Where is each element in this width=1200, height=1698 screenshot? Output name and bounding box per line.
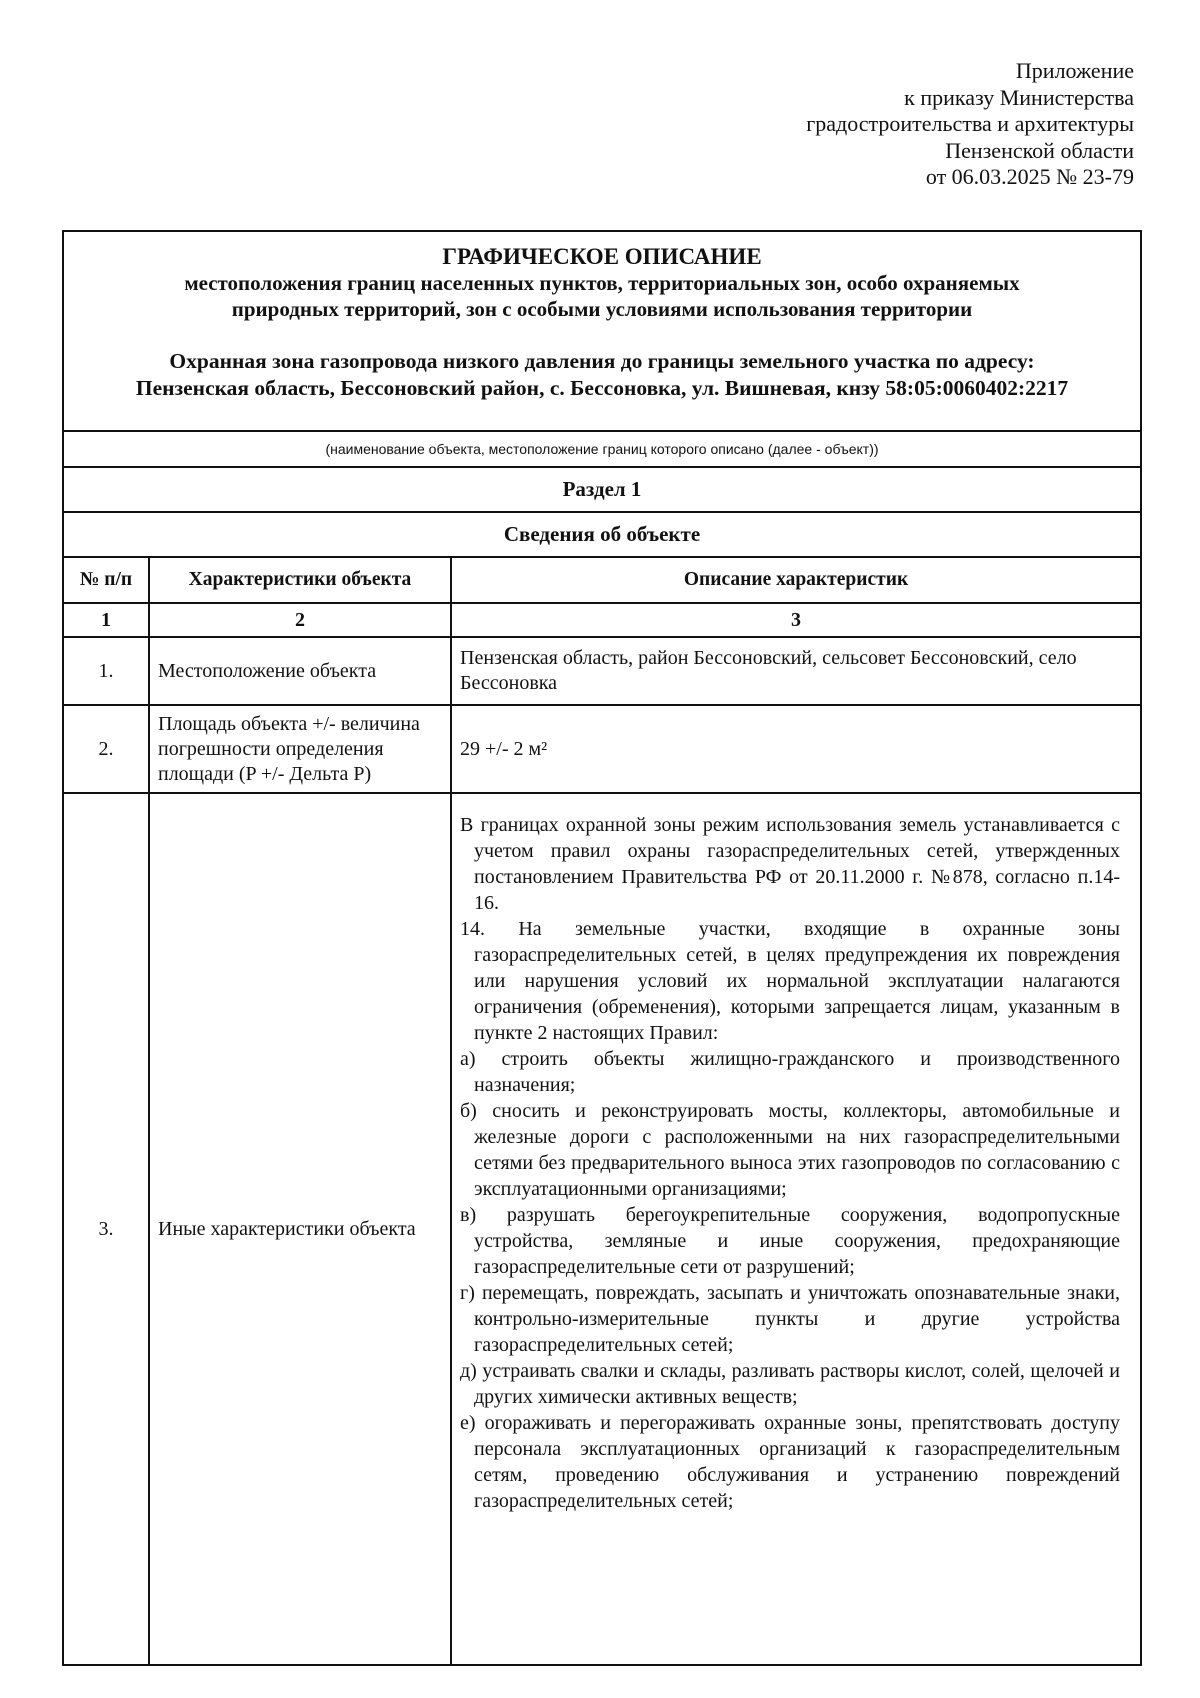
object-line: Охранная зона газопровода низкого давления до границы земельного участка по адресу: — [169, 349, 1035, 373]
document-subtitle — [64, 270, 1140, 322]
appendix-line: от 06.03.2025 № 23-79 — [925, 164, 1134, 189]
description-paragraph: б) сносить и реконструировать мосты, коллекторы, автомобильные и железные дороги с расположенными на них газораспределительными сетями без предварительного выноса этих газопроводов по согласованию с эксплуатационными организациями; — [460, 1100, 1120, 1200]
appendix-block — [634, 58, 1134, 191]
description-paragraph: е) огораживать и перегораживать охранные зоны, препятствовать доступу персонала эксплуатационных организаций к газораспределительным сетям, проведению обслуживания и устранению повреждений газораспределительных сетей; — [460, 1412, 1120, 1512]
column-number: 2 — [149, 603, 451, 637]
description-paragraph: а) строить объекты жилищно-гражданского и производственного назначения; — [460, 1048, 1120, 1096]
row-characteristic: Площадь объекта +/- величина погрешности определения площади (P +/- Дельта P) — [149, 705, 451, 793]
appendix-line: к приказу Министерства — [904, 84, 1134, 110]
object-line: Пензенская область, Бессоновский район, с. Бессоновка, ул. Вишневая, кнзу 58:05:0060402:2217 — [135, 376, 1069, 400]
description-paragraph: 14. На земельные участки, входящие в охранные зоны газораспределительных сетей, в целях предупреждения их повреждения или нарушения условий их нормальной эксплуатации налагаются ограничения (обременения), которыми запрещается лицам, указанным в пункте 2 настоящих Правил: — [460, 918, 1120, 1044]
description-paragraph: в) разрушать берегоукрепительные сооружения, водопропускные устройства, земляные и иные сооружения, предохраняющие газораспределительные сети от разрушений; — [460, 1204, 1120, 1278]
header-characteristic: Характеристики объекта — [149, 557, 451, 603]
table-row — [63, 637, 1141, 705]
row-description — [451, 793, 1141, 1665]
header-description: Описание характеристик — [451, 557, 1141, 603]
row-characteristic: Иные характеристики объекта — [149, 793, 451, 1665]
description-paragraph: г) перемещать, повреждать, засыпать и уничтожать опознавательные знаки, контрольно-измерительные пункты и другие устройства газораспределительных сетей; — [460, 1282, 1120, 1356]
row-description: 29 +/- 2 м² — [451, 705, 1141, 793]
table-row — [63, 793, 1141, 1665]
description-paragraph: В границах охранной зоны режим использования земель устанавливается с учетом правил охраны газораспределительных сетей, утвержденных постановлением Правительства РФ от 20.11.2000 г. №878, согласно п.14-16. — [460, 814, 1120, 914]
table-row — [63, 705, 1141, 793]
appendix-line: Приложение — [1015, 58, 1134, 83]
header-number: № п/п — [63, 557, 149, 603]
row-number: 3. — [63, 793, 149, 1665]
column-number: 3 — [451, 603, 1141, 637]
row-description: Пензенская область, район Бессоновский, сельсовет Бессоновский, село Бессоновка — [451, 637, 1141, 705]
document-header — [63, 231, 1141, 431]
subtitle-line: природных территорий, зон с особыми условиями использования территории — [231, 297, 973, 321]
description-table — [62, 230, 1142, 1666]
row-number: 1. — [63, 637, 149, 705]
section-subtitle: Сведения об объекте — [63, 512, 1141, 557]
description-paragraph: д) устраивать свалки и склады, разливать растворы кислот, солей, щелочей и других химически активных веществ; — [460, 1360, 1120, 1408]
row-characteristic: Местоположение объекта — [149, 637, 451, 705]
subtitle-line: местоположения границ населенных пунктов, территориальных зон, особо охраняемых — [184, 271, 1020, 295]
document-title: ГРАФИЧЕСКОЕ ОПИСАНИЕ — [442, 244, 762, 269]
object-caption: (наименование объекта, местоположение границ которого описано (далее - объект)) — [63, 431, 1141, 467]
appendix-line: градостроительства и архитектуры — [806, 111, 1134, 136]
column-number: 1 — [63, 603, 149, 637]
section-title: Раздел 1 — [63, 467, 1141, 512]
appendix-line: Пензенской области — [945, 137, 1134, 163]
row-number: 2. — [63, 705, 149, 793]
object-name — [64, 348, 1140, 402]
